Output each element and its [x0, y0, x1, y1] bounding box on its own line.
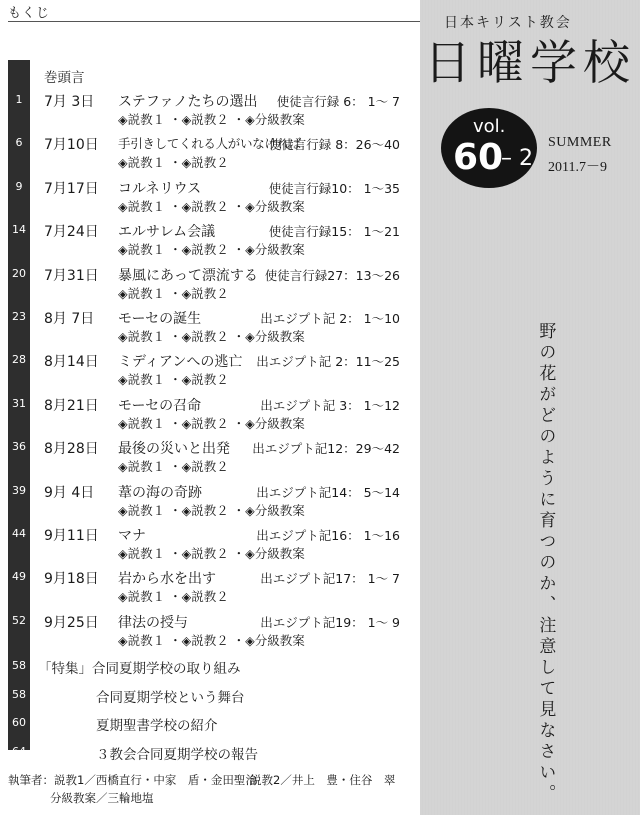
- lesson-materials: ◈説教１ ・◈説教２: [118, 285, 229, 301]
- volume-number: 60: [453, 137, 504, 178]
- special-title: ３教会合同夏期学校の報告: [96, 747, 258, 763]
- lesson-materials: ◈説教１ ・◈説教２ ・◈分級教案: [118, 198, 305, 214]
- top-rule: [8, 21, 428, 22]
- lesson-scripture-ref: 出エジプト記17： 1～ 7: [260, 571, 400, 587]
- lesson-title: 最後の災いと出発: [118, 441, 230, 458]
- credits-line-1: 執筆者：説教1／西橋直行・中家 盾・金田聖治: [8, 773, 257, 787]
- lesson-title: モーセの誕生: [118, 311, 202, 327]
- special-title: 「特集」合同夏期学校の取り組み: [38, 661, 241, 677]
- special-page-number: 58: [12, 688, 26, 701]
- lesson-title: ステファノたちの選出: [118, 94, 258, 110]
- lesson-title: 葦の海の奇跡: [118, 484, 202, 501]
- lesson-date: 7月24日: [44, 224, 99, 241]
- lesson-page-number: 20: [12, 266, 26, 280]
- lesson-page-number: 6: [15, 136, 23, 150]
- lesson-title: ミディアンへの逃亡: [118, 354, 243, 371]
- credits-line-2: 分級教案／三輪地塩: [50, 791, 154, 805]
- special-page-number: 64: [12, 745, 26, 758]
- lesson-date: 8月14日: [44, 354, 99, 371]
- lesson-date: 9月18日: [44, 571, 99, 588]
- lesson-title: 律法の授与: [118, 614, 188, 631]
- lesson-scripture-ref: 使徒言行録15： 1～21: [268, 224, 400, 240]
- foreword-label: 巻頭言: [44, 70, 85, 86]
- lesson-materials: ◈説教１ ・◈説教２ ・◈分級教案: [118, 502, 305, 518]
- lesson-scripture-ref: 出エジプト記 3： 1～12: [260, 397, 400, 413]
- lesson-title: 暴風にあって漂流する: [118, 267, 258, 284]
- lesson-scripture-ref: 出エジプト記 2：11～25: [256, 354, 400, 370]
- lesson-materials: ◈説教１ ・◈説教２ ・◈分級教案: [118, 415, 305, 431]
- special-title: 合同夏期学校という舞台: [96, 690, 245, 706]
- lesson-title: エルサレム会議: [118, 224, 216, 241]
- lesson-scripture-ref: 出エジプト記19： 1～ 9: [260, 614, 400, 630]
- lesson-scripture-ref: 使徒言行録 8：26～40: [268, 137, 400, 153]
- date-range: 2011.7－9: [548, 160, 607, 175]
- lesson-materials: ◈説教１ ・◈説教２: [118, 155, 229, 171]
- lesson-materials: ◈説教１ ・◈説教２: [118, 459, 229, 475]
- lesson-title: マナ: [118, 528, 146, 544]
- lesson-date: 7月10日: [44, 137, 99, 154]
- toc-label: もくじ: [8, 6, 51, 21]
- publisher-name: 日本キリスト教会: [444, 15, 572, 31]
- lesson-materials: ◈説教１ ・◈説教２ ・◈分級教案: [118, 546, 305, 561]
- lesson-date: 7月17日: [44, 180, 99, 197]
- lesson-date: 9月 4日: [44, 484, 95, 501]
- lesson-date: 8月28日: [44, 441, 99, 458]
- lesson-scripture-ref: 使徒言行録 6： 1～ 7: [276, 94, 400, 109]
- lesson-date: 9月11日: [44, 528, 99, 544]
- lesson-materials: ◈説教１ ・◈説教２ ・◈分級教案: [118, 112, 305, 127]
- volume-badge: [441, 108, 537, 188]
- lesson-date: 7月 3日: [44, 94, 95, 110]
- lesson-materials: ◈説教１ ・◈説教２ ・◈分級教案: [118, 329, 305, 344]
- credits-line-1b: 説教2／井上 豊・住谷 翠: [250, 773, 396, 787]
- lesson-page-number: 28: [12, 353, 26, 367]
- lesson-page-number: 1: [15, 93, 23, 106]
- season-label: SUMMER: [548, 135, 612, 150]
- brand-title: 日曜学校: [424, 36, 636, 91]
- lesson-page-number: 44: [12, 527, 26, 540]
- lesson-scripture-ref: 使徒言行録10： 1～35: [268, 180, 400, 196]
- lesson-page-number: 31: [12, 396, 26, 410]
- lesson-materials: ◈説教１ ・◈説教２: [118, 589, 229, 605]
- lesson-date: 7月31日: [44, 267, 99, 284]
- lesson-scripture-ref: 出エジプト記12：29～42: [252, 441, 400, 457]
- lesson-title: 岩から水を出す: [118, 571, 216, 588]
- lesson-page-number: 49: [12, 570, 26, 584]
- lesson-page-number: 23: [12, 310, 26, 323]
- lesson-page-number: 52: [12, 613, 26, 627]
- lesson-scripture-ref: 出エジプト記16： 1～16: [256, 528, 400, 543]
- lesson-page-number: 36: [12, 440, 26, 454]
- lesson-date: 9月25日: [44, 614, 99, 631]
- lesson-materials: ◈説教１ ・◈説教２: [118, 372, 229, 388]
- lesson-page-number: 14: [12, 223, 26, 237]
- lesson-date: 8月 7日: [44, 311, 95, 327]
- lesson-scripture-ref: 出エジプト記 2： 1～10: [260, 311, 400, 326]
- special-page-number: 58: [12, 659, 26, 672]
- special-title: 夏期聖書学校の紹介: [96, 718, 218, 734]
- lesson-scripture-ref: 使徒言行録27：13～26: [264, 267, 400, 283]
- lesson-page-number: 9: [15, 179, 23, 193]
- lesson-materials: ◈説教１ ・◈説教２ ・◈分級教案: [118, 632, 305, 648]
- scripture-quote: 野の花がどのように育つのか、注意して見なさい。: [535, 322, 556, 805]
- lesson-title: モーセの召命: [118, 397, 202, 414]
- lesson-materials: ◈説教１ ・◈説教２ ・◈分級教案: [118, 242, 305, 258]
- lesson-date: 8月21日: [44, 397, 99, 414]
- special-page-number: 60: [12, 716, 26, 729]
- lesson-page-number: 39: [12, 483, 26, 497]
- lesson-title: コルネリウス: [118, 180, 202, 197]
- volume-issue: – 2: [501, 146, 533, 171]
- volume-word: vol.: [473, 116, 506, 137]
- lesson-title: 手引きしてくれる人がいなければ: [118, 136, 302, 152]
- lesson-scripture-ref: 出エジプト記14： 5～14: [256, 484, 400, 500]
